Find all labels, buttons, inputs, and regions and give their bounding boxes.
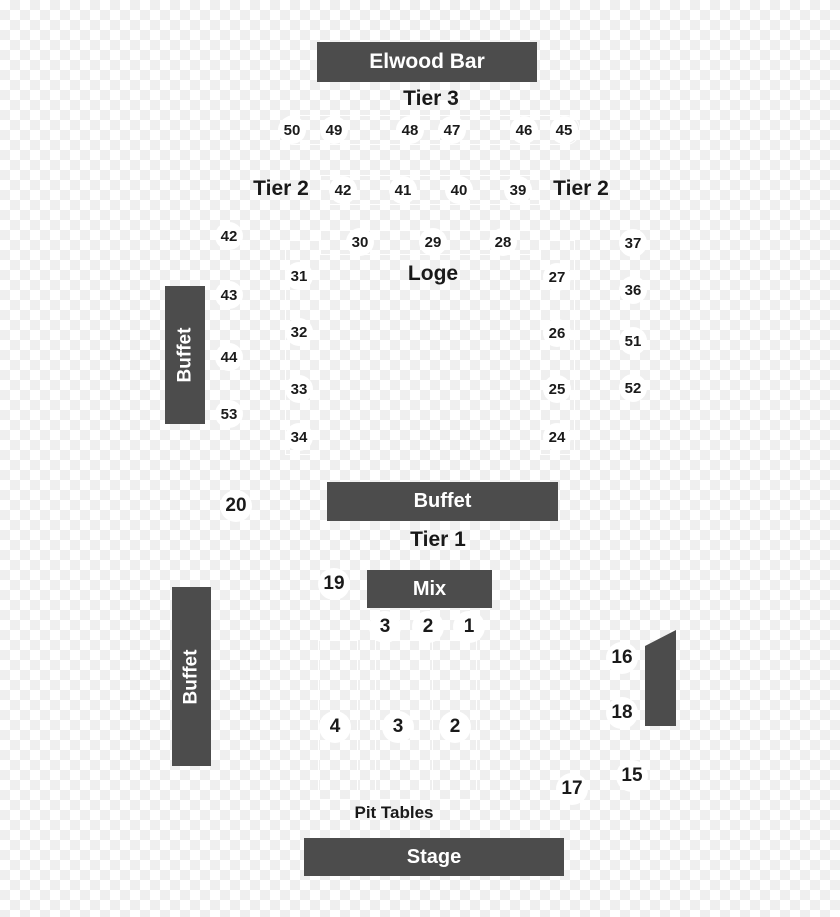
table-32[interactable]: 32 [285,318,313,346]
table-15[interactable]: 15 [616,760,648,792]
pit-tables-label: Pit Tables [354,803,434,822]
elwood-bar-label: Elwood Bar [369,50,485,73]
table-48[interactable]: 48 [396,116,424,144]
table-18[interactable]: 18 [606,697,638,729]
tier2-right-label: Tier 2 [553,177,609,200]
table-46[interactable]: 46 [510,116,538,144]
table-24[interactable]: 24 [543,423,571,451]
table-31[interactable]: 31 [285,262,313,290]
table-28[interactable]: 28 [489,228,517,256]
table-2-front[interactable]: 2 [412,611,444,643]
table-52[interactable]: 52 [619,374,647,402]
table-17[interactable]: 17 [556,773,588,805]
table-3-pit[interactable]: 3 [382,711,414,743]
table-39[interactable]: 39 [504,176,532,204]
mix-label: Mix [412,577,447,600]
table-42-side[interactable]: 42 [215,222,243,250]
table-34[interactable]: 34 [285,423,313,451]
buffet-center-label: Buffet [413,490,472,512]
table-20[interactable]: 20 [220,490,252,522]
table-53[interactable]: 53 [215,400,243,428]
table-26[interactable]: 26 [543,319,571,347]
mix-booth [367,570,492,608]
buffet-center [327,482,558,521]
buffet-left-lower [172,587,211,766]
table-42-tier2[interactable]: 42 [329,176,357,204]
table-50[interactable]: 50 [278,116,306,144]
table-3-front[interactable]: 3 [369,611,401,643]
table-51[interactable]: 51 [619,327,647,355]
buffet-left-upper [165,286,205,424]
table-29[interactable]: 29 [419,228,447,256]
table-33[interactable]: 33 [285,375,313,403]
table-36[interactable]: 36 [619,276,647,304]
table-40[interactable]: 40 [445,176,473,204]
table-43[interactable]: 43 [215,281,243,309]
tier2-left-label: Tier 2 [253,177,309,200]
side-block-right [640,628,680,728]
table-45[interactable]: 45 [550,116,578,144]
table-37[interactable]: 37 [619,229,647,257]
table-19[interactable]: 19 [318,568,350,600]
stage-label: Stage [406,845,462,868]
table-25[interactable]: 25 [543,375,571,403]
table-1[interactable]: 1 [453,611,485,643]
table-30[interactable]: 30 [346,228,374,256]
table-4[interactable]: 4 [319,711,351,743]
table-41[interactable]: 41 [389,176,417,204]
table-27[interactable]: 27 [543,263,571,291]
table-49[interactable]: 49 [320,116,348,144]
elwood-bar [317,42,537,82]
stage [304,838,564,876]
tier3-label: Tier 3 [403,87,459,110]
buffet-left-lower-label: Buffet [180,649,202,704]
table-16[interactable]: 16 [606,642,638,674]
table-44[interactable]: 44 [215,343,243,371]
loge-label: Loge [407,262,459,285]
table-2-pit[interactable]: 2 [439,711,471,743]
table-47[interactable]: 47 [438,116,466,144]
tier1-label: Tier 1 [410,528,466,551]
buffet-left-upper-label: Buffet [174,327,196,383]
